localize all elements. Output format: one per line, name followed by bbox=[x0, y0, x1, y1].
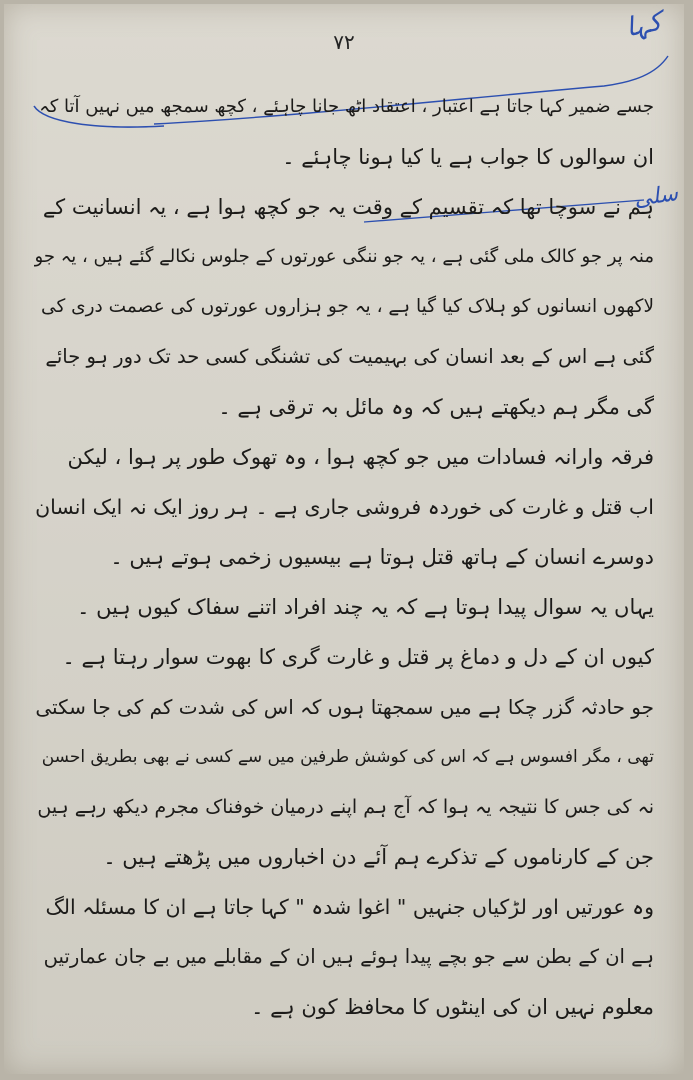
text-line: تھی ، مگر افسوس ہے کہ اس کی کوشش طرفین میں سے کسی نے بھی بطریق احسن bbox=[41, 747, 654, 767]
text-line: فرقہ وارانہ فسادات میں جو کچھ ہوا ، وہ تھوک طور پر ہوا ، لیکن bbox=[67, 445, 654, 469]
handwritten-note-top: کہا bbox=[623, 6, 665, 44]
text-line: یہاں یہ سوال پیدا ہوتا ہے کہ یہ چند افراد اتنے سفاک کیوں ہیں ۔ bbox=[77, 595, 654, 619]
paragraph bbox=[34, 82, 654, 182]
text-line: کیوں ان کے دل و دماغ پر قتل و غارت گری کا بھوت سوار رہتا ہے ۔ bbox=[62, 645, 654, 669]
text-line: ان سوالوں کا جواب ہے یا کیا ہونا چاہئے ۔ bbox=[282, 145, 654, 169]
text-line: نہ کی جس کا نتیجہ یہ ہوا کہ آج ہم اپنے درمیان خوفناک مجرم دیکھ رہے ہیں bbox=[37, 796, 654, 818]
book-page bbox=[4, 4, 684, 1074]
paragraph bbox=[34, 182, 654, 432]
text-line: اب قتل و غارت کی خوردہ فروشی جاری ہے ۔ ہر روز ایک نہ ایک انسان bbox=[35, 495, 654, 519]
text-line: گئی ہے اس کے بعد انسان کی بہیمیت کی تشنگی کسی حد تک دور ہو جائے bbox=[45, 345, 654, 368]
paragraph bbox=[34, 432, 654, 582]
text-line: وہ عورتیں اور لڑکیاں جنہیں " اغوا شدہ " کہا جاتا ہے ان کا مسئلہ الگ bbox=[45, 895, 654, 919]
text-line: گی مگر ہم دیکھتے ہیں کہ وہ مائل بہ ترقی ہے ۔ bbox=[218, 395, 654, 419]
page-body-text bbox=[34, 82, 654, 1032]
paragraph bbox=[34, 582, 654, 682]
text-line: ہم نے سوچا تھا کہ تقسیم کے وقت یہ جو کچھ ہوا ہے ، یہ انسانیت کے bbox=[42, 195, 654, 219]
text-line: دوسرے انسان کے ہاتھ قتل ہوتا ہے بیسیوں زخمی ہوتے ہیں ۔ bbox=[110, 545, 654, 569]
text-line: منہ پر جو کالک ملی گئی ہے ، یہ جو ننگی عورتوں کے جلوس نکالے گئے ہیں ، یہ جو bbox=[34, 246, 654, 267]
paragraph bbox=[34, 682, 654, 882]
text-line: معلوم نہیں ان کی اینٹوں کا محافظ کون ہے ۔ bbox=[251, 995, 654, 1019]
page-number: ۷۲ bbox=[333, 30, 355, 54]
text-line: جن کے کارناموں کے تذکرے ہم آئے دن اخباروں میں پڑھتے ہیں ۔ bbox=[103, 845, 654, 869]
text-line: جو حادثہ گزر چکا ہے میں سمجھتا ہوں کہ اس کی شدت کم کی جا سکتی bbox=[35, 695, 654, 719]
text-line: ہے ان کے بطن سے جو بچے پیدا ہوئے ہیں ان کے مقابلے میں بے جان عمارتیں bbox=[43, 945, 654, 968]
handwritten-note-side: سلی bbox=[632, 181, 680, 212]
paragraph bbox=[34, 882, 654, 1032]
text-line: جسے ضمیر کہا جاتا ہے اعتبار ، اعتقاد اٹھ جانا چاہئے ، کچھ سمجھ میں نہیں آتا کہ bbox=[39, 96, 654, 117]
text-line: لاکھوں انسانوں کو ہلاک کیا گیا ہے ، یہ جو ہزاروں عورتوں کی عصمت دری کی bbox=[41, 296, 654, 317]
